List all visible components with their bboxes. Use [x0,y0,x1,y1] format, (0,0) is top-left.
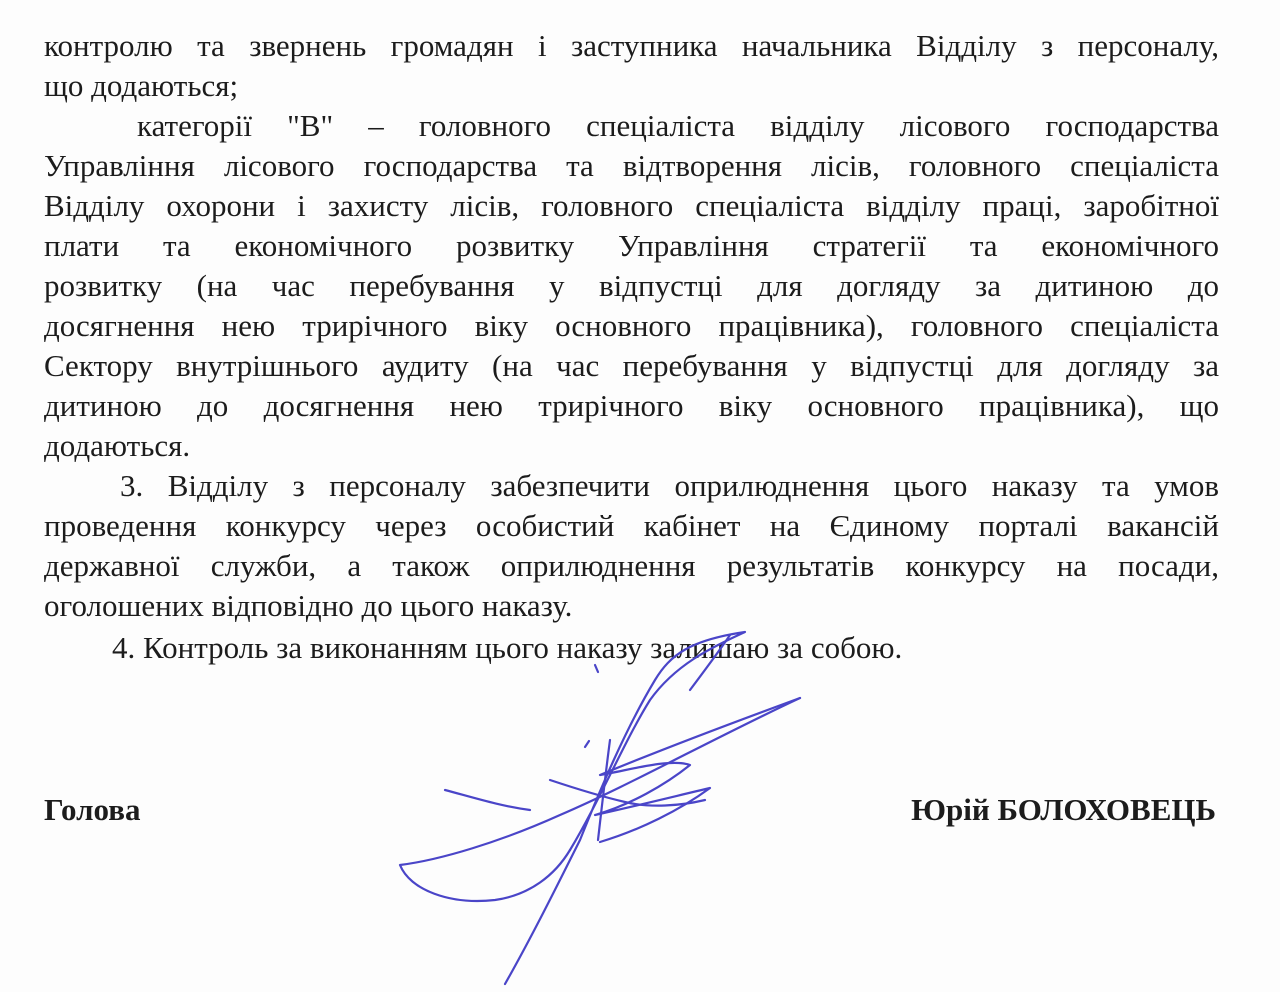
text-line-9: Сектору внутрішнього аудиту (на час перебування у відпустці для догляду за [44,348,1219,383]
handwritten-signature [380,620,820,990]
text-line-8: досягнення нею трирічного віку основного працівника), головного спеціаліста [44,308,1219,343]
paragraph-3-line-4: оголошених відповідно до цього наказу. [44,588,573,623]
text-line-11: додаються. [44,428,191,463]
paragraph-4-line-1: 4. Контроль за виконанням цього наказу залишаю за собою. [112,630,903,665]
text-line-1: контролю та звернень громадян і заступника начальника Відділу з персоналу, [44,28,1219,63]
text-line-6: плати та економічного розвитку Управління стратегії та економічного [44,228,1219,263]
text-line-2: що додаються; [44,68,239,103]
signatory-name: Юрій БОЛОХОВЕЦЬ [911,792,1216,827]
paragraph-3-line-1: 3. Відділу з персоналу забезпечити оприлюднення цього наказу та умов [120,468,1219,503]
text-line-4: Управління лісового господарства та відтворення лісів, головного спеціаліста [44,148,1219,183]
paragraph-3-line-3: державної служби, а також оприлюднення результатів конкурсу на посади, [44,548,1219,583]
text-line-3: категорії "В" – головного спеціаліста відділу лісового господарства [137,108,1219,143]
text-line-5: Відділу охорони і захисту лісів, головного спеціаліста відділу праці, заробітної [44,188,1219,223]
paragraph-3-line-2: проведення конкурсу через особистий кабінет на Єдиному порталі вакансій [44,508,1219,543]
position-title: Голова [44,792,141,827]
text-line-7: розвитку (на час перебування у відпустці для догляду за дитиною до [44,268,1219,303]
text-line-10: дитиною до досягнення нею трирічного віку основного працівника), що [44,388,1219,423]
